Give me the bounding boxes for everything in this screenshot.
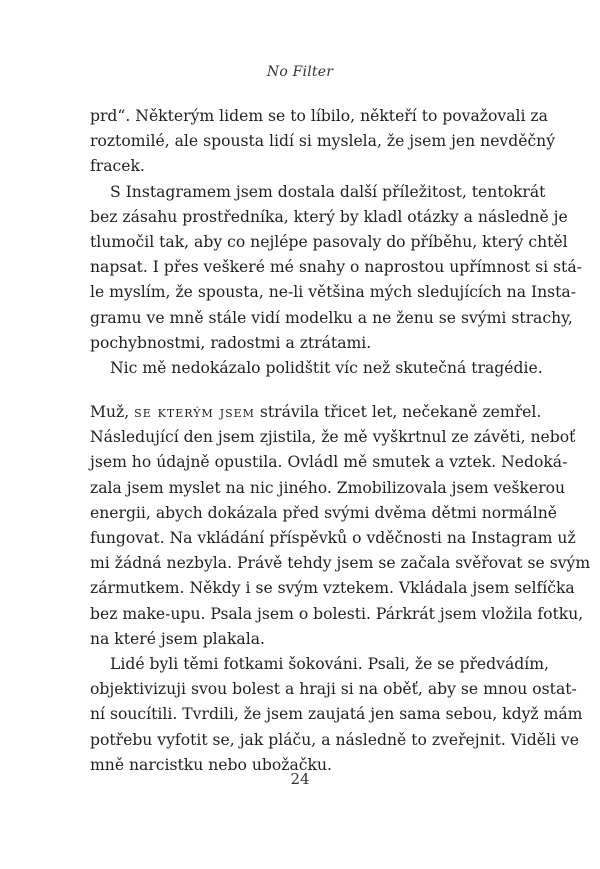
text-line: Nic mě nedokázalo polidštit víc než skutečná tragédie.	[110, 359, 543, 378]
text-block-2	[90, 400, 591, 778]
text-line: S Instagramem jsem dostala další příležitost, tentokrát	[110, 182, 546, 201]
text-line: pochybnostmi, radostmi a ztrátami.	[90, 333, 372, 352]
text-line: energii, abych dokázala před svými dvěma dětmi normálně	[90, 503, 557, 522]
text-line: prd“. Některým lidem se to líbilo, někteří to považovali za	[90, 107, 548, 125]
text-line: fracek.	[90, 157, 145, 176]
text-line: na které jsem plakala.	[90, 629, 265, 648]
text-line: mně narcistku nebo ubožačku.	[90, 755, 332, 774]
page-number: 24	[290, 770, 310, 788]
text-line: Následující den jsem zjistila, že mě vyškrtnul ze závěti, neboť	[90, 428, 576, 447]
text-line: jsem ho údajně opustila. Ovládl mě smutek a vztek. Nedoká-	[90, 453, 568, 472]
text-line: potřebu vyfotit se, jak pláču, a následně to zveřejnit. Viděli ve	[90, 730, 579, 749]
text-line: Lidé byli těmi fotkami šokováni. Psali, že se předvádím,	[110, 655, 549, 674]
text-line: fungovat. Na vkládání příspěvků o vděčnosti na Instagram už	[90, 529, 576, 548]
smallcaps-lead: se kterým jsem	[134, 403, 255, 421]
section-opening-line	[90, 400, 542, 425]
opening-word: Muž,	[90, 403, 130, 421]
text-line: ní soucítili. Tvrdili, že jsem zaujatá jen sama sebou, když mám	[90, 705, 583, 724]
text-line: le myslím, že spousta, ne-li většina mých sledujících na Insta-	[90, 283, 576, 302]
running-head: No Filter	[266, 64, 334, 80]
text-line: tlumočil tak, aby co nejlépe pasovaly do příběhu, který chtěl	[90, 233, 568, 252]
opening-line-rest: strávila třicet let, nečekaně zemřel.	[259, 403, 542, 421]
text-line: gramu ve mně stále vidí modelku a ne ženu se svými strachy,	[90, 308, 573, 327]
text-line: objektivizuji svou bolest a hraji si na oběť, aby se mnou ostat-	[90, 680, 577, 699]
text-line: napsat. I přes veškeré mé snahy o naprostou upřímnost si stá-	[90, 258, 582, 277]
text-block-1	[90, 104, 582, 381]
text-line: mi žádná nezbyla. Právě tehdy jsem se začala svěřovat se svým	[90, 554, 591, 573]
text-line: bez make-upu. Psala jsem o bolesti. Párkrát jsem vložila fotku,	[90, 604, 584, 623]
text-line: zármutkem. Někdy i se svým vztekem. Vkládala jsem selfíčka	[90, 579, 575, 598]
text-line: roztomilé, ale spousta lidí si myslela, že jsem jen nevděčný	[90, 132, 556, 151]
text-line: zala jsem myslet na nic jiného. Zmobilizovala jsem veškerou	[90, 478, 566, 497]
text-line: bez zásahu prostředníka, který by kladl otázky a následně je	[90, 207, 568, 226]
